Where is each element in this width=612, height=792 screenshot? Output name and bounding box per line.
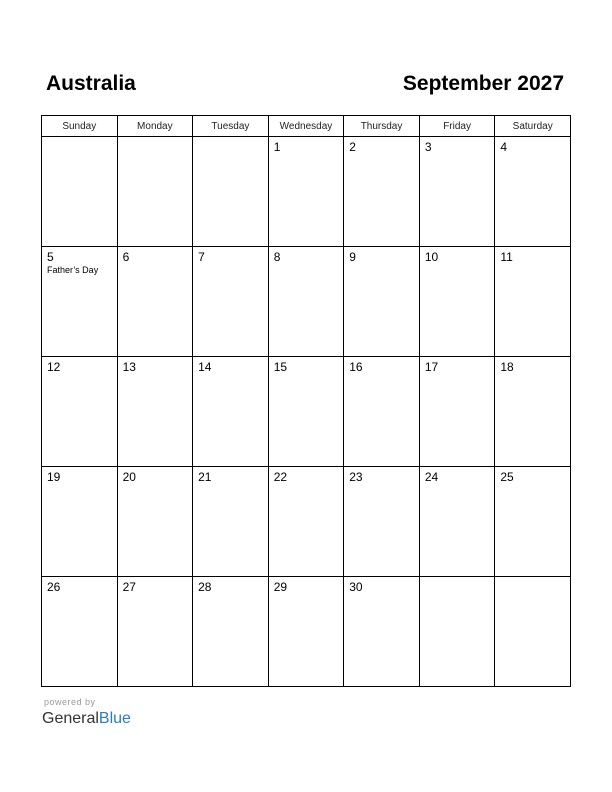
week-row xyxy=(42,247,571,357)
brand-name-part1: General xyxy=(42,710,99,727)
day-cell xyxy=(193,357,269,467)
day-cell xyxy=(344,467,420,577)
day-number xyxy=(420,577,495,580)
holiday-label: Father’s Day xyxy=(47,265,99,275)
month-title: September 2027 xyxy=(402,72,564,95)
day-cell xyxy=(344,137,420,247)
day-cell xyxy=(495,357,571,467)
day-cell xyxy=(42,577,118,687)
day-number: 23 xyxy=(349,470,363,484)
day-number: 26 xyxy=(47,580,61,594)
calendar-grid xyxy=(41,115,571,687)
day-number: 21 xyxy=(198,470,212,484)
day-number: 25 xyxy=(500,470,514,484)
brand-logo[interactable] xyxy=(42,709,131,729)
powered-by-label: powered by xyxy=(44,697,96,707)
day-cell xyxy=(117,137,193,247)
day-cell xyxy=(419,577,495,687)
day-number: 20 xyxy=(122,470,136,484)
weekday-header-tuesday: Tuesday xyxy=(193,116,269,137)
day-number: 2 xyxy=(349,140,356,154)
day-number: 30 xyxy=(349,580,363,594)
day-number: 13 xyxy=(122,360,136,374)
day-number: 3 xyxy=(424,140,432,154)
day-number: 6 xyxy=(122,250,130,264)
day-number: 17 xyxy=(424,360,439,374)
day-cell xyxy=(419,357,495,467)
country-title: Australia xyxy=(46,72,136,95)
day-cell xyxy=(117,467,193,577)
footer-branding xyxy=(42,697,131,729)
day-cell xyxy=(117,247,193,357)
day-cell xyxy=(268,137,344,247)
day-cell xyxy=(344,357,420,467)
week-row xyxy=(42,137,571,247)
day-number: 11 xyxy=(500,250,513,264)
weekday-header-friday: Friday xyxy=(419,116,495,137)
day-number: 10 xyxy=(424,250,439,264)
day-number: 16 xyxy=(349,360,363,374)
day-number: 29 xyxy=(273,580,288,594)
day-cell xyxy=(268,467,344,577)
day-cell xyxy=(419,247,495,357)
day-number: 4 xyxy=(500,140,508,154)
day-cell xyxy=(419,467,495,577)
day-number xyxy=(42,137,117,140)
day-cell xyxy=(268,357,344,467)
weekday-header-saturday: Saturday xyxy=(495,116,571,137)
weekday-header-wednesday: Wednesday xyxy=(268,116,344,137)
day-cell xyxy=(193,247,269,357)
day-number: 1 xyxy=(273,140,281,154)
day-cell xyxy=(495,577,571,687)
day-cell xyxy=(42,467,118,577)
weekday-header-monday: Monday xyxy=(117,116,193,137)
day-number: 15 xyxy=(273,360,288,374)
week-row xyxy=(42,357,571,467)
week-row xyxy=(42,577,571,687)
day-number: 27 xyxy=(122,580,136,594)
day-cell xyxy=(495,137,571,247)
day-cell xyxy=(117,577,193,687)
day-cell xyxy=(344,247,420,357)
day-number: 9 xyxy=(349,250,356,264)
day-cell xyxy=(268,247,344,357)
weekday-header-row xyxy=(42,116,571,137)
day-number: 24 xyxy=(424,470,439,484)
day-cell xyxy=(117,357,193,467)
day-number: 5 xyxy=(47,250,54,264)
brand-name-part2: Blue xyxy=(98,710,131,727)
day-number xyxy=(193,137,268,140)
weekday-header-thursday: Thursday xyxy=(344,116,420,137)
weekday-header-sunday: Sunday xyxy=(42,116,118,137)
day-cell xyxy=(42,357,118,467)
day-number: 28 xyxy=(198,580,212,594)
day-cell xyxy=(42,137,118,247)
day-cell xyxy=(42,247,118,357)
day-number: 12 xyxy=(47,360,61,374)
day-number: 19 xyxy=(47,470,61,484)
day-number: 7 xyxy=(198,250,205,264)
day-cell xyxy=(495,247,571,357)
day-number xyxy=(495,577,570,580)
day-number xyxy=(118,137,193,140)
day-cell xyxy=(419,137,495,247)
day-cell xyxy=(268,577,344,687)
day-cell xyxy=(495,467,571,577)
day-cell xyxy=(193,467,269,577)
day-cell xyxy=(193,137,269,247)
day-number: 14 xyxy=(198,360,212,374)
day-number: 22 xyxy=(273,470,288,484)
day-number: 8 xyxy=(273,250,281,264)
day-cell xyxy=(344,577,420,687)
day-number: 18 xyxy=(500,360,514,374)
day-cell xyxy=(193,577,269,687)
week-row xyxy=(42,467,571,577)
